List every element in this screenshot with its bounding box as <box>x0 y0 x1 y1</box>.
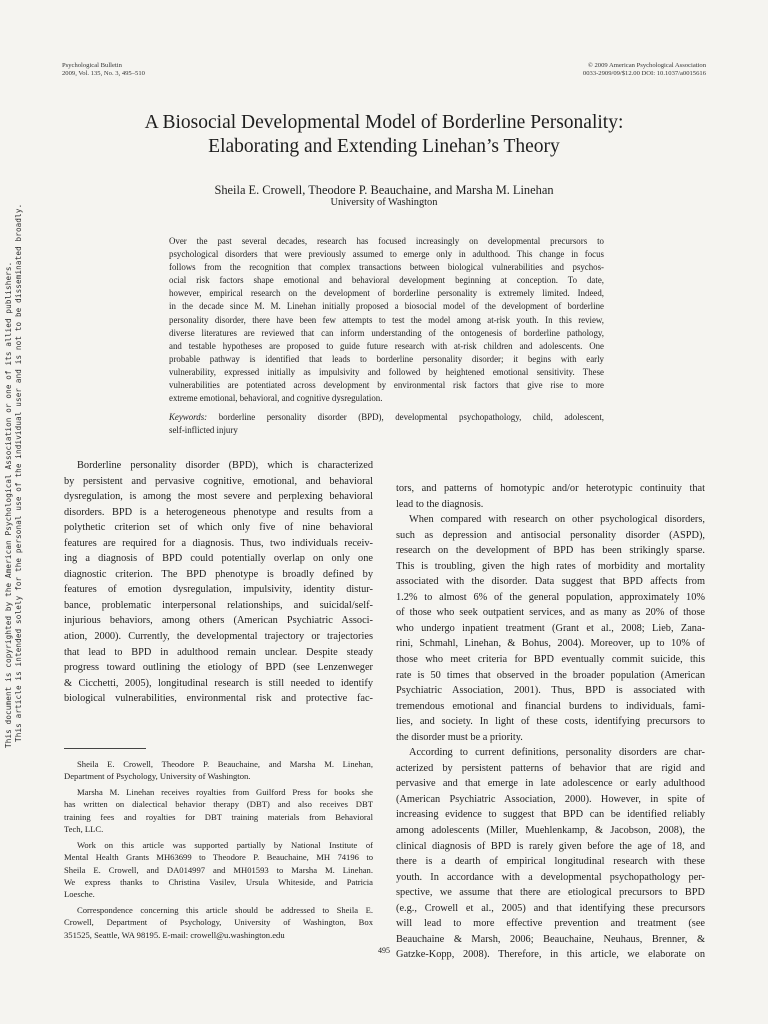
body-line: dysregulation, is among the most severe and perplexing behavioral <box>64 491 373 503</box>
body-line: 1.2% to almost 6% of the general population, approximately 10% <box>396 591 705 603</box>
footnote-line: We express thanks to Christina Vasilev, Ursula Whiteside, and Patricia <box>64 876 373 887</box>
body-line: among adolescents (Miller, Muehlenkamp, & Jacobson, 2008), the <box>396 825 705 837</box>
abstract-line: vulnerability, expressed initially as impulsivity and followed by heightened emotional sensitivity. These <box>169 366 604 377</box>
body-line: lies, and society. In light of these costs, identifying precursors to <box>396 716 705 728</box>
page-number: 495 <box>378 946 390 955</box>
abstract-line: personality disorder, there have been few attempts to test the model among at-risk youth. In this review, <box>169 314 604 325</box>
keywords-label: Keywords: <box>169 412 208 423</box>
body-line: tors, and patterns of homotypic and/or heterotypic continuity that <box>396 483 705 494</box>
body-line: bance, problematic interpersonal relationships, and suicidal/self- <box>64 599 373 611</box>
abstract-line: and testable hypotheses are proposed to guide future research with at-risk children and adolescents. One <box>169 340 604 351</box>
copyright-line: © 2009 American Psychological Association <box>587 62 706 69</box>
body-line: (American Psychiatric Association, 2000). However, in spite of <box>396 793 705 805</box>
abstract-line: ocial risk factors shape emotional and behavioral development beginning at conception. To date, <box>169 275 604 286</box>
journal-citation <box>62 62 145 79</box>
body-line: ation, 2000). Currently, the developmental trajectory or trajectories <box>64 631 373 643</box>
body-line: When compared with research on other psychological disorders, <box>409 514 705 526</box>
body-line: features are required for a diagnosis. Thus, two individuals receiv- <box>64 537 373 549</box>
body-line: Borderline personality disorder (BPD), which is characterized <box>77 460 373 471</box>
body-line: Gatzke-Kopp, 2008). Therefore, in this article, we elaborate on <box>396 949 705 961</box>
usage-notice-line: This article is intended solely for the personal use of the individual user and is not to be disseminated broadly. <box>14 203 23 742</box>
title-line: A Biosocial Developmental Model of Borderline Personality: <box>144 112 624 133</box>
keywords-text: borderline personality disorder (BPD), developmental psychopathology, child, adolescent, <box>218 412 605 423</box>
body-line: acterized by persistent patterns of behavior that are rigid and <box>396 762 705 774</box>
body-line: According to current definitions, personality disorders are char- <box>409 747 705 759</box>
keywords-line <box>169 411 604 424</box>
footnote-line: Marsha M. Linehan receives royalties from Guilford Press for books she <box>77 786 373 797</box>
body-line: disorders. BPD is a heterogeneous phenotype and results from a <box>64 506 373 518</box>
body-line: there is a dearth of empirical longitudinal research with these <box>396 856 705 868</box>
body-line: rate is 50 times that observed in the broader population (American <box>396 669 705 681</box>
body-line: Beauchaine & Marsh, 2006; Beauchaine, Neuhaus, Brenner, & <box>396 933 705 945</box>
body-line: the disorder must be a priority. <box>396 731 523 743</box>
abstract-line: diverse literatures are reviewed that can inform understanding of the ontogenesis of borderline pathology, <box>169 327 604 338</box>
author-list: Sheila E. Crowell, Theodore P. Beauchaine, and Marsha M. Linehan <box>214 183 554 197</box>
body-line: increasing evidence to suggest that BPD can be identified reliably <box>396 809 705 821</box>
body-line: who undergo inpatient treatment (Grant et al., 2008; Lieb, Zana- <box>396 622 705 634</box>
footnote-line: Sheila E. Crowell, and DA014997 and MH01593 to Marsha M. Linehan. <box>64 864 373 875</box>
body-line: pervasive and that emerge in late adolescence or early adulthood <box>396 778 705 790</box>
body-line: features of emotion dysregulation, impulsivity, identity distur- <box>64 584 373 596</box>
footnote-divider <box>64 748 146 749</box>
journal-volume: 2009, Vol. 135, No. 3, 495–510 <box>62 70 145 78</box>
footnote-line: Sheila E. Crowell, Theodore P. Beauchaine, and Marsha M. Linehan, <box>77 759 373 769</box>
body-line: associated with the disorder. Data suggest that BPD affects from <box>396 576 705 588</box>
body-line: ing a diagnosis of BPD could potentially overlap on only one <box>64 553 373 565</box>
body-line: tremendous emotional and financial burdens to individuals, fami- <box>396 700 705 712</box>
keywords-line: self-inflicted injury <box>169 425 238 436</box>
copyright-info <box>583 62 706 79</box>
footnotes <box>64 758 373 941</box>
body-line: clinical diagnosis of BPD is rarely given before the age of 18, and <box>396 840 705 852</box>
article-title <box>60 111 708 159</box>
body-line: such as depression and antisocial personality disorder (ASPD), <box>396 529 705 541</box>
body-line: Psychiatric Association, 2001). Thus, BPD is associated with <box>396 685 705 697</box>
body-line: research on the development of BPD has been strikingly sparse. <box>396 545 705 557</box>
abstract-line: psychological disorders that were previously assumed to emerge only in adulthood. This change in focus <box>169 249 604 260</box>
body-line: of those who seek outpatient services, and as many as 20% of those <box>396 607 705 619</box>
body-line: injurious behaviors, among others (American Psychiatric Associ- <box>64 615 373 627</box>
abstract <box>169 235 604 437</box>
footnote-line: Crowell, Department of Psychology, University of Washington, Box <box>64 917 373 928</box>
body-line: lead to the diagnosis. <box>396 498 484 510</box>
footnote-line: Correspondence concerning this article should be addressed to Sheila E. <box>77 904 373 915</box>
footnote-line: 351525, Seattle, WA 98195. E-mail: crowell@u.washington.edu <box>64 929 285 940</box>
body-line: will lead to more effective prevention and treatment (see <box>396 918 705 930</box>
body-line: (e.g., Crowell et al., 2005) and that identifying these precursors <box>396 902 705 914</box>
body-line: polythetic criterion set of which only five of nine behavioral <box>64 522 373 534</box>
body-line: progress toward outlining the etiology of BPD (see Lenzenweger <box>64 662 373 674</box>
abstract-line: follows from the recognition that complex transactions between biological vulnerabilities and psychos- <box>169 262 604 273</box>
title-line: Elaborating and Extending Linehan’s Theory <box>208 136 560 157</box>
footnote-line: Department of Psychology, University of Washington. <box>64 771 251 782</box>
body-line: biological vulnerabilities, environmental risk and protective fac- <box>64 693 373 705</box>
body-line: & Cicchetti, 2005), longitudinal research is still needed to identify <box>64 677 373 689</box>
body-line: that lead to BPD in adulthood remain unclear. Despite steady <box>64 646 373 658</box>
footnote-line: Loesche. <box>64 889 95 900</box>
body-line: diagnostic criterion. The BPD phenotype is broadly defined by <box>64 568 373 580</box>
body-line: spective, we assume that there are etiological precursors to BPD <box>396 887 705 899</box>
footnote-line: Work on this article was supported partially by National Institute of <box>77 839 373 850</box>
abstract-line: in the decade since M. M. Linehan initially proposed a biosocial model of the development of borderline <box>169 301 604 312</box>
footnote-line: has written on dialectical behavior therapy (DBT) and also receives DBT <box>64 799 373 810</box>
body-line: rini, Schmahl, Linehan, & Bohus, 2004). Moreover, up to 10% of <box>396 638 705 650</box>
footnote-line: Mental Health Grants MH63699 to Theodore P. Beauchaine, MH 74196 to <box>64 852 373 863</box>
body-line: by persistent and pervasive cognitive, emotional, and behavioral <box>64 475 373 487</box>
abstract-line: probable pathway is identified that leads to borderline personality disorder; it begins with early <box>169 353 604 364</box>
footnote-line: training fees and royalties for DBT training materials from Behavioral <box>64 811 373 822</box>
abstract-line: however, empirical research on the development of borderline personality is extremely limited. Indeed, <box>169 288 604 299</box>
abstract-line: vulnerabilities are potentiated across development by environmental risk factors that give rise to more <box>169 380 604 391</box>
right-column <box>396 481 705 963</box>
copyright-notice-line: This document is copyrighted by the American Psychological Association or one of its allied publishers. <box>4 261 13 748</box>
journal-name: Psychological Bulletin <box>62 62 122 69</box>
abstract-line: Over the past several decades, research has focused increasingly on developmental precursors to <box>169 236 604 246</box>
left-column <box>64 458 373 707</box>
body-line: those who meet criteria for BPD eventually commit suicide, this <box>396 654 705 666</box>
affiliation: University of Washington <box>330 197 438 208</box>
body-line: This is troubling, given the high rates of morbidity and mortality <box>396 560 705 572</box>
footnote-line: Tech, LLC. <box>64 824 104 835</box>
abstract-line: extreme emotional, behavioral, and cognitive dysregulation. <box>169 393 383 404</box>
doi-line: 0033-2909/09/$12.00 DOI: 10.1037/a0015616 <box>582 70 706 78</box>
body-line: youth. In accordance with a developmental psychopathology per- <box>396 871 705 883</box>
